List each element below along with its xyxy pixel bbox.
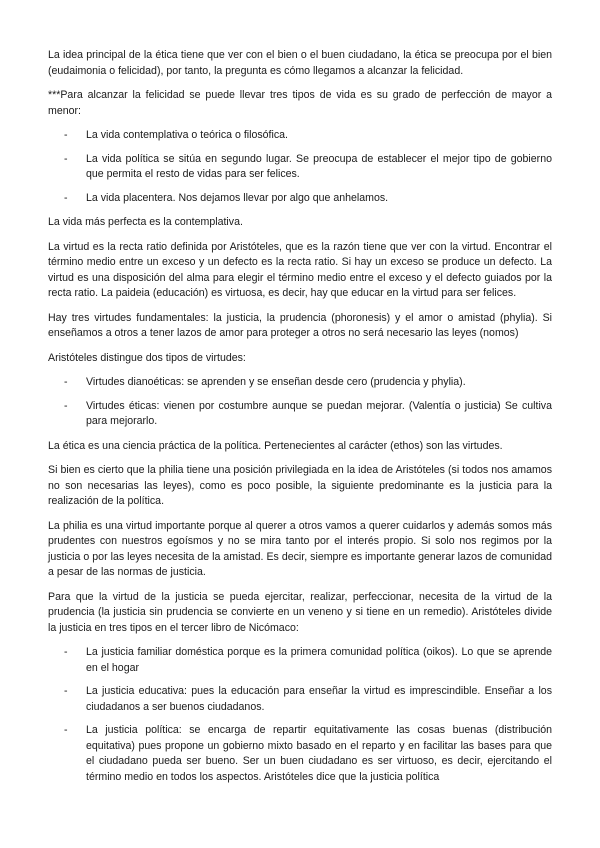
dash-list — [48, 128, 552, 206]
list-item — [48, 191, 552, 207]
dash-list — [48, 645, 552, 785]
list-item — [48, 723, 552, 785]
paragraph: La philia es una virtud importante porque al querer a otros vamos a querer cuidarlos y además somos más prudentes con nuestros egoísmos y no se mira tanto por el interés propio. Si solo nos regimos por la justicia o por las leyes necesita de la amistad. Es decir, siempre es importante generar lazos de comunidad a pesar de las normas de justicia. — [48, 519, 552, 578]
list-item — [48, 152, 552, 183]
paragraph: Para que la virtud de la justicia se pueda ejercitar, realizar, perfeccionar, necesita de la virtud de la prudencia (la justicia sin prudencia se convierte en un veneno y si tiene en un remedio). Aristóteles divide la justicia en tres tipos en el tercer libro de Nicómaco: — [48, 590, 552, 634]
paragraph: ***Para alcanzar la felicidad se puede llevar tres tipos de vida es su grado de perfección de mayor a menor: — [48, 89, 552, 117]
paragraph: La ética es una ciencia práctica de la política. Pertenecientes al carácter (ethos) son las virtudes. — [48, 439, 503, 452]
paragraph: La virtud es la recta ratio definida por Aristóteles, que es la razón tiene que ver con la virtud. Encontrar el término medio entre un exceso y un defecto es la recta ratio. Si hay un exceso se produce un defecto. La virtud es una disposición del alma para elegir el término medio entre el exceso y el defecto guiados por la recta ratio. La paideia (educación) es virtuosa, es decir, hay que educar en la virtud para ser felices. — [48, 240, 552, 299]
dash-bullet-icon: - — [64, 646, 68, 658]
list-item — [48, 128, 552, 144]
dash-bullet-icon: - — [64, 724, 68, 736]
list-item — [48, 645, 552, 676]
list-item-text: Virtudes éticas: vienen por costumbre aunque se puedan mejorar. (Valentía o justicia) Se cultiva para mejorarlo. — [86, 399, 552, 427]
list-item-text: La vida política se sitúa en segundo lugar. Se preocupa de establecer el mejor tipo de gobierno que permita el resto de vidas para ser felices. — [86, 152, 552, 180]
list-item-text: Virtudes dianoéticas: se aprenden y se enseñan desde cero (prudencia y phylia). — [86, 376, 466, 388]
dash-bullet-icon: - — [64, 685, 68, 697]
dash-bullet-icon: - — [64, 376, 68, 388]
paragraph: Hay tres virtudes fundamentales: la justicia, la prudencia (phoronesis) y el amor o amistad (phylia). Si enseñamos a otros a tener lazos de amor para proteger a otros no será necesario las leyes (nomos) — [48, 311, 552, 339]
list-item-text: La justicia educativa: pues la educación para enseñar la virtud es imprescindible. Enseñar a los ciudadanos a ser buenos ciudadanos. — [86, 685, 552, 713]
paragraph: Si bien es cierto que la philia tiene una posición privilegiada en la idea de Aristóteles (si todos nos amamos no son necesarias las leyes), como es poco posible, la siguiente predominante es la justicia para la realización de la política. — [48, 464, 552, 507]
dash-list — [48, 375, 552, 430]
list-item-text: La justicia política: se encarga de repartir equitativamente las cosas buenas (distribución equitativa) pues propone un gobierno mixto basado en el reparto y en facilitar las bases para que el ciudadano pueda ser bueno. Ser un buen ciudadano es ser virtuoso, es decir, ejercitando el término medio en todos los aspectos. Aristóteles dice que la justicia política — [86, 724, 552, 783]
dash-bullet-icon: - — [64, 129, 68, 141]
list-item — [48, 375, 552, 391]
list-item — [48, 684, 552, 715]
list-item-text: La justicia familiar doméstica porque es la primera comunidad política (oikos). Lo que se aprende en el hogar — [86, 646, 552, 674]
paragraph: La idea principal de la ética tiene que ver con el bien o el buen ciudadano, la ética se preocupa por el bien (eudaimonia o felicidad), por tanto, la pregunta es cómo llegamos a alcanzar la felicidad. — [48, 49, 552, 77]
dash-bullet-icon: - — [64, 152, 68, 165]
list-item-text: La vida contemplativa o teórica o filosófica. — [86, 129, 288, 141]
dash-bullet-icon: - — [64, 399, 68, 412]
paragraph: Aristóteles distingue dos tipos de virtudes: — [48, 351, 246, 364]
list-item — [48, 399, 552, 430]
paragraph: La vida más perfecta es la contemplativa. — [48, 216, 243, 228]
dash-bullet-icon: - — [64, 191, 68, 204]
list-item-text: La vida placentera. Nos dejamos llevar por algo que anhelamos. — [86, 191, 389, 204]
